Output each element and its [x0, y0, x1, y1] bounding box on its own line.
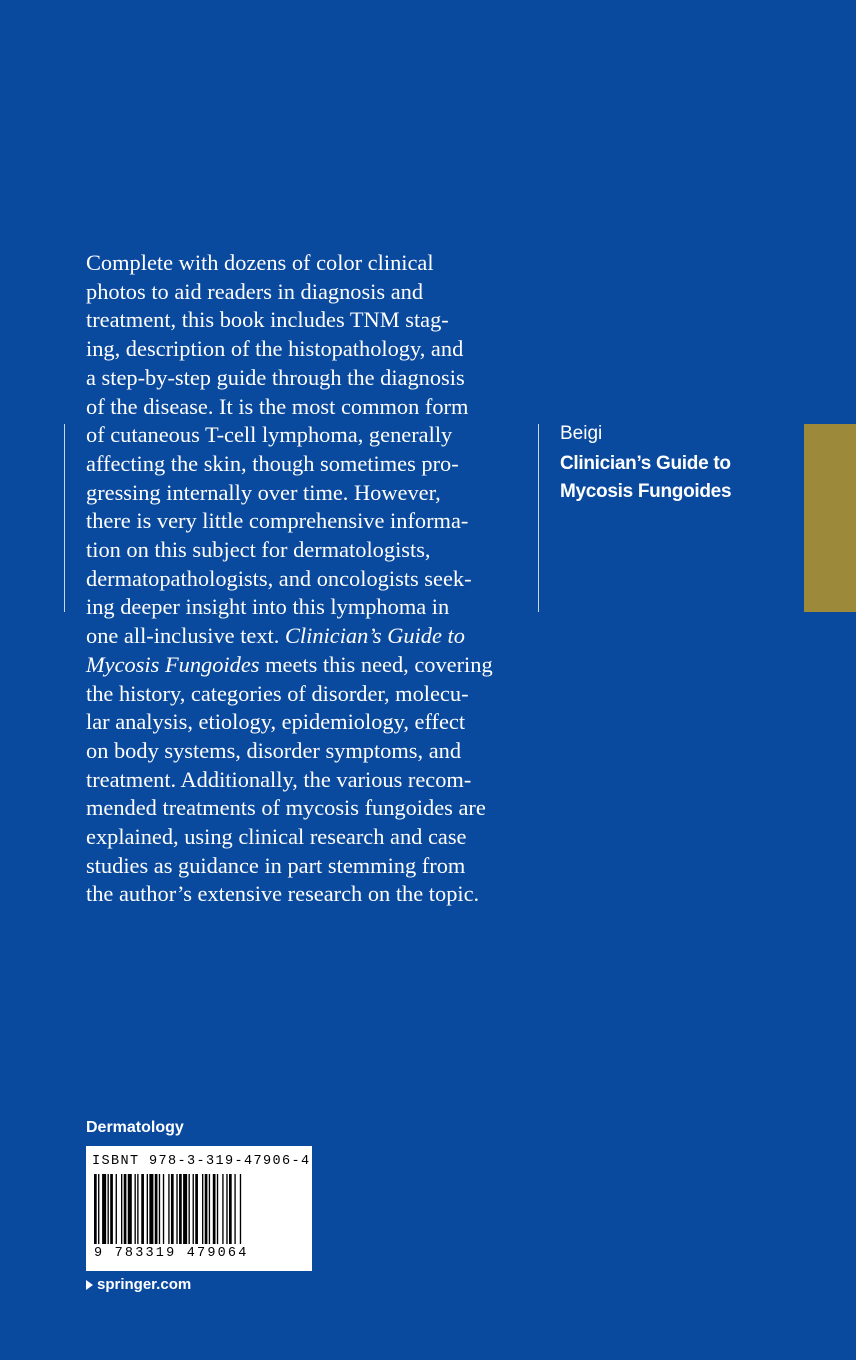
spine-title-line: Mycosis Fungoides	[560, 481, 732, 502]
book-title-italic: Clinician’s Guide to	[284, 623, 465, 649]
left-divider-line	[64, 424, 65, 612]
isbn-barcode-block	[86, 1146, 312, 1271]
publisher-link[interactable]	[86, 1276, 191, 1293]
barcode-bar	[149, 1174, 153, 1244]
book-title-italic: Mycosis Fungoides	[86, 651, 260, 677]
barcode-bar	[234, 1174, 235, 1244]
barcode-bar	[226, 1174, 227, 1244]
barcode-bar	[229, 1174, 232, 1244]
blurb-line: tion on this subject for dermatologists,	[86, 537, 431, 563]
blurb-line: ing, description of the histopathology, and	[86, 336, 464, 362]
blurb-line: lar analysis, etiology, epidemiology, effect	[86, 709, 466, 735]
barcode-bar	[128, 1174, 132, 1244]
barcode-bar	[147, 1174, 148, 1244]
barcode-icon	[94, 1174, 304, 1244]
barcode-bar	[94, 1174, 97, 1244]
blurb-line: explained, using clinical research and case	[86, 824, 467, 850]
barcode-bar	[193, 1174, 194, 1244]
blurb-line: the history, categories of disorder, molecu-	[86, 680, 469, 706]
barcode-bar	[168, 1174, 169, 1244]
blurb-line: treatment, this book includes TNM stag-	[86, 307, 449, 333]
barcode-bar	[137, 1174, 138, 1244]
barcode-bar	[110, 1174, 113, 1244]
barcode-bar	[171, 1174, 174, 1244]
author-name: Beigi	[560, 423, 603, 444]
barcode-bar	[102, 1174, 106, 1244]
publisher-url: springer.com	[97, 1276, 192, 1293]
barcode-bar	[213, 1174, 216, 1244]
blurb-text: meets this need, covering	[259, 651, 493, 677]
blurb-line: of cutaneous T-cell lymphoma, generally	[86, 422, 453, 448]
barcode-bar	[155, 1174, 158, 1244]
blurb-line: affecting the skin, though sometimes pro-	[86, 450, 459, 476]
barcode-digits: 9 783319 479064	[94, 1246, 249, 1261]
barcode-bar	[222, 1174, 223, 1244]
spine-accent-bar	[804, 424, 856, 612]
blurb-line: on body systems, disorder symptoms, and	[86, 737, 462, 763]
blurb-line	[86, 622, 526, 651]
spine-book-title	[560, 450, 780, 506]
barcode-bar	[121, 1174, 122, 1244]
barcode-bar	[141, 1174, 144, 1244]
spine-title-line: Clinician’s Guide to	[560, 453, 731, 474]
blurb-line: of the disease. It is the most common form	[86, 393, 469, 419]
barcode-bar	[195, 1174, 198, 1244]
blurb-line	[86, 651, 526, 680]
barcode-bar	[209, 1174, 210, 1244]
barcode-bar	[202, 1174, 203, 1244]
blurb-line: dermatopathologists, and oncologists seek-	[86, 565, 472, 591]
barcode-bar	[176, 1174, 177, 1244]
blurb-text: one all-inclusive text.	[86, 623, 285, 649]
barcode-bar	[179, 1174, 182, 1244]
blurb-line: the author’s extensive research on the topic.	[86, 881, 480, 907]
blurb-line: Complete with dozens of color clinical	[86, 250, 434, 275]
barcode-bar	[240, 1174, 241, 1244]
barcode-bar	[98, 1174, 99, 1244]
blurb-line: studies as guidance in part stemming from	[86, 852, 466, 878]
arrow-right-icon	[86, 1280, 93, 1290]
barcode-bar	[163, 1174, 164, 1244]
barcode-bar	[205, 1174, 208, 1244]
barcode-bar	[183, 1174, 187, 1244]
blurb-line: a step-by-step guide through the diagnosis	[86, 364, 465, 390]
blurb-line: gressing internally over time. However,	[86, 479, 441, 505]
back-cover-blurb	[86, 249, 526, 909]
barcode-bar	[159, 1174, 160, 1244]
isbn-label: ISBNT 978-3-319-47906-4	[92, 1154, 311, 1169]
blurb-line: there is very little comprehensive informa-	[86, 508, 469, 534]
barcode-bar	[124, 1174, 127, 1244]
blurb-line: mended treatments of mycosis fungoides are	[86, 795, 486, 821]
subject-category: Dermatology	[86, 1119, 184, 1136]
barcode-bar	[116, 1174, 117, 1244]
barcode-bar	[217, 1174, 218, 1244]
barcode-bar	[108, 1174, 109, 1244]
barcode-bar	[135, 1174, 136, 1244]
right-divider-line	[538, 424, 539, 612]
blurb-line: treatment. Additionally, the various recom-	[86, 766, 472, 792]
barcode-bar	[189, 1174, 190, 1244]
blurb-line: ing deeper insight into this lymphoma in	[86, 594, 450, 620]
blurb-line: photos to aid readers in diagnosis and	[86, 278, 424, 304]
